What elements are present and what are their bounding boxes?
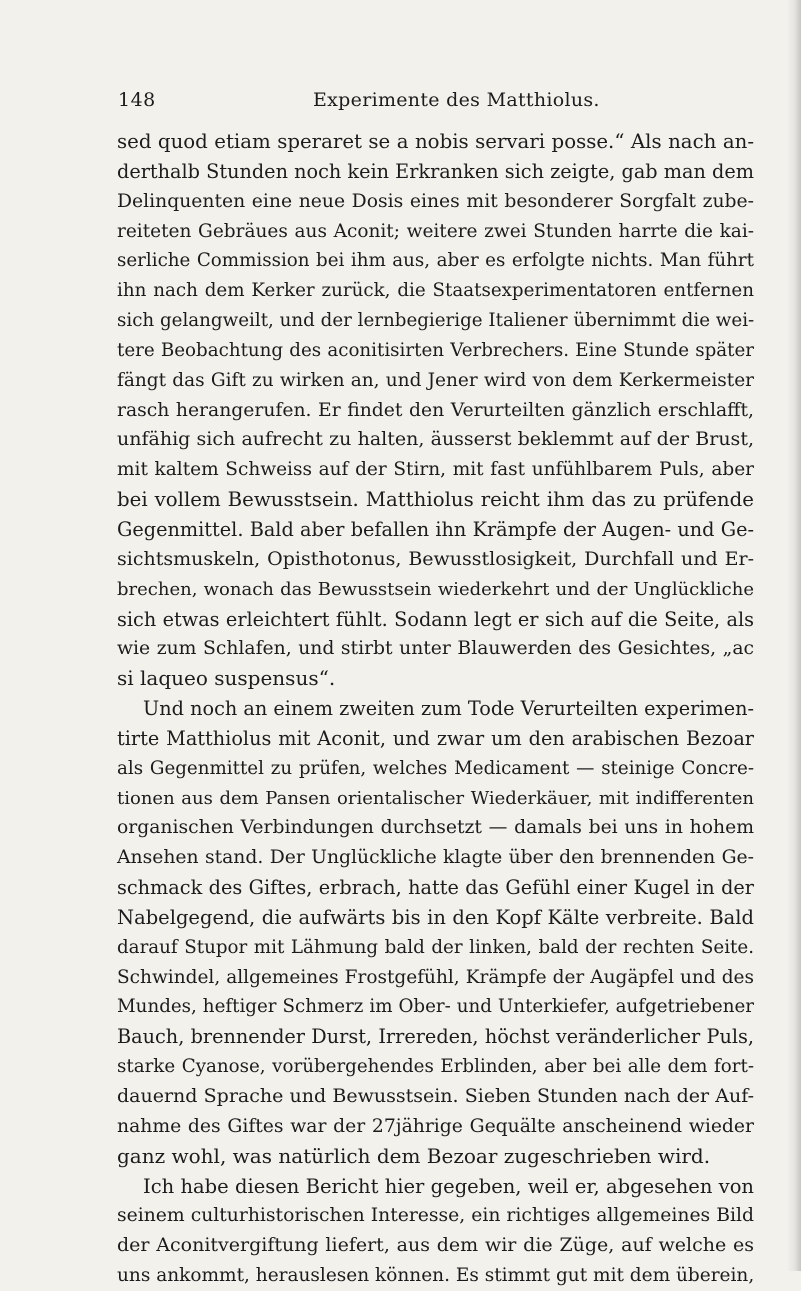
- text-line: Delinquenten eine neue Dosis eines mit besonderer Sorgfalt zube-: [117, 190, 754, 212]
- text-line: starke Cyanose, vorübergehendes Erblinden, aber bei alle dem fort-: [117, 1056, 754, 1078]
- text-line: bei vollem Bewusstsein. Matthiolus reicht ihm das zu prüfende: [117, 488, 754, 512]
- text-line: Mundes, heftiger Schmerz im Ober- und Unterkiefer, aufgetriebener: [117, 996, 754, 1018]
- text-line: nahme des Giftes war der 27jährige Gequälte anscheinend wieder: [117, 1115, 754, 1137]
- text-line: sichtsmuskeln, Opisthotonus, Bewusstlosigkeit, Durchfall und Er-: [117, 547, 754, 570]
- text-line: Schwindel, allgemeines Frostgefühl, Krämpfe der Augäpfel und des: [117, 966, 754, 988]
- text-line: dauernd Sprache und Bewusstsein. Sieben Stunden nach der Auf-: [117, 1085, 754, 1107]
- text-line: tionen aus dem Pansen orientalischer Wiederkäuer, mit indifferenten: [117, 787, 754, 809]
- text-line: sed quod etiam speraret se a nobis servari posse.“ Als nach an-: [117, 130, 754, 153]
- text-line: rasch herangerufen. Er findet den Verurteilten gänzlich erschlafft,: [117, 399, 754, 421]
- paragraph-last-line: si laqueo suspensus“.: [117, 666, 336, 691]
- text-line: fängt das Gift zu wirken an, und Jener wird von dem Kerkermeister: [117, 369, 754, 391]
- text-line: sich gelangweilt, und der lernbegierige Italiener übernimmt die wei-: [117, 310, 755, 332]
- text-line: uns ankommt, herauslesen können. Es stimmt gut mit dem überein,: [117, 1265, 755, 1287]
- text-line: serliche Commission bei ihm aus, aber es erfolgte nichts. Man führt: [117, 250, 754, 272]
- page-header: [118, 85, 738, 115]
- text-line: tere Beobachtung des aconitisirten Verbrechers. Eine Stunde später: [117, 339, 754, 361]
- text-line: Ansehen stand. Der Unglückliche klagte über den brennenden Ge-: [117, 847, 754, 869]
- text-line: der Aconitvergiftung liefert, aus dem wir die Züge, auf welche es: [117, 1234, 754, 1257]
- text-line: reiteten Gebräues aus Aconit; weitere zwei Stunden harrte die kai-: [117, 220, 754, 242]
- text-line: seinem culturhistorischen Interesse, ein richtiges allgemeines Bild: [117, 1205, 754, 1227]
- running-head: Experimente des Matthiolus.: [313, 89, 600, 111]
- text-line: schmack des Giftes, erbrach, hatte das Gefühl einer Kugel in der: [117, 876, 754, 900]
- body-text: [117, 127, 754, 1291]
- text-line: brechen, wonach das Bewusstsein wiederkehrt und der Unglückliche: [117, 578, 754, 600]
- paragraph-last-line: ganz wohl, was natürlich dem Bezoar zugeschrieben wird.: [117, 1143, 711, 1168]
- text-line: organischen Verbindungen durchsetzt — damals bei uns in hohem: [117, 817, 754, 839]
- text-line: Gegenmittel. Bald aber befallen ihn Krämpfe der Augen- und Ge-: [117, 517, 754, 541]
- text-line: mit kaltem Schweiss auf der Stirn, mit fast unfühlbarem Puls, aber: [117, 459, 754, 481]
- text-line: darauf Stupor mit Lähmung bald der linken, bald der rechten Seite.: [117, 936, 754, 958]
- text-line: tirte Matthiolus mit Aconit, und zwar um den arabischen Bezoar: [117, 726, 754, 750]
- page-edge-shadow: [787, 0, 801, 1271]
- text-line: ihn nach dem Kerker zurück, die Staatsexperimentatoren entfernen: [117, 280, 754, 302]
- text-line: wie zum Schlafen, und stirbt unter Blauwerden des Gesichtes, „ac: [117, 638, 754, 660]
- paragraph-first-line: Ich habe diesen Bericht hier gegeben, weil er, abgesehen von: [143, 1174, 754, 1198]
- text-line: Nabelgegend, die aufwärts bis in den Kopf Kälte verbreite. Bald: [117, 905, 754, 929]
- text-line: sich etwas erleichtert fühlt. Sodann legt er sich auf die Seite, als: [117, 607, 754, 631]
- text-line: Bauch, brennender Durst, Irrereden, höchst veränderlicher Puls,: [117, 1025, 754, 1049]
- text-line: derthalb Stunden noch kein Erkranken sich zeigte, gab man dem: [117, 159, 754, 183]
- page-number: 148: [118, 89, 156, 111]
- text-line: als Gegenmittel zu prüfen, welches Medicament — steinige Concre-: [117, 757, 754, 779]
- paragraph-first-line: Und noch an einem zweiten zum Tode Verurteilten experimen-: [143, 697, 754, 721]
- text-line: unfähig sich aufrecht zu halten, äusserst beklemmt auf der Brust,: [117, 428, 754, 451]
